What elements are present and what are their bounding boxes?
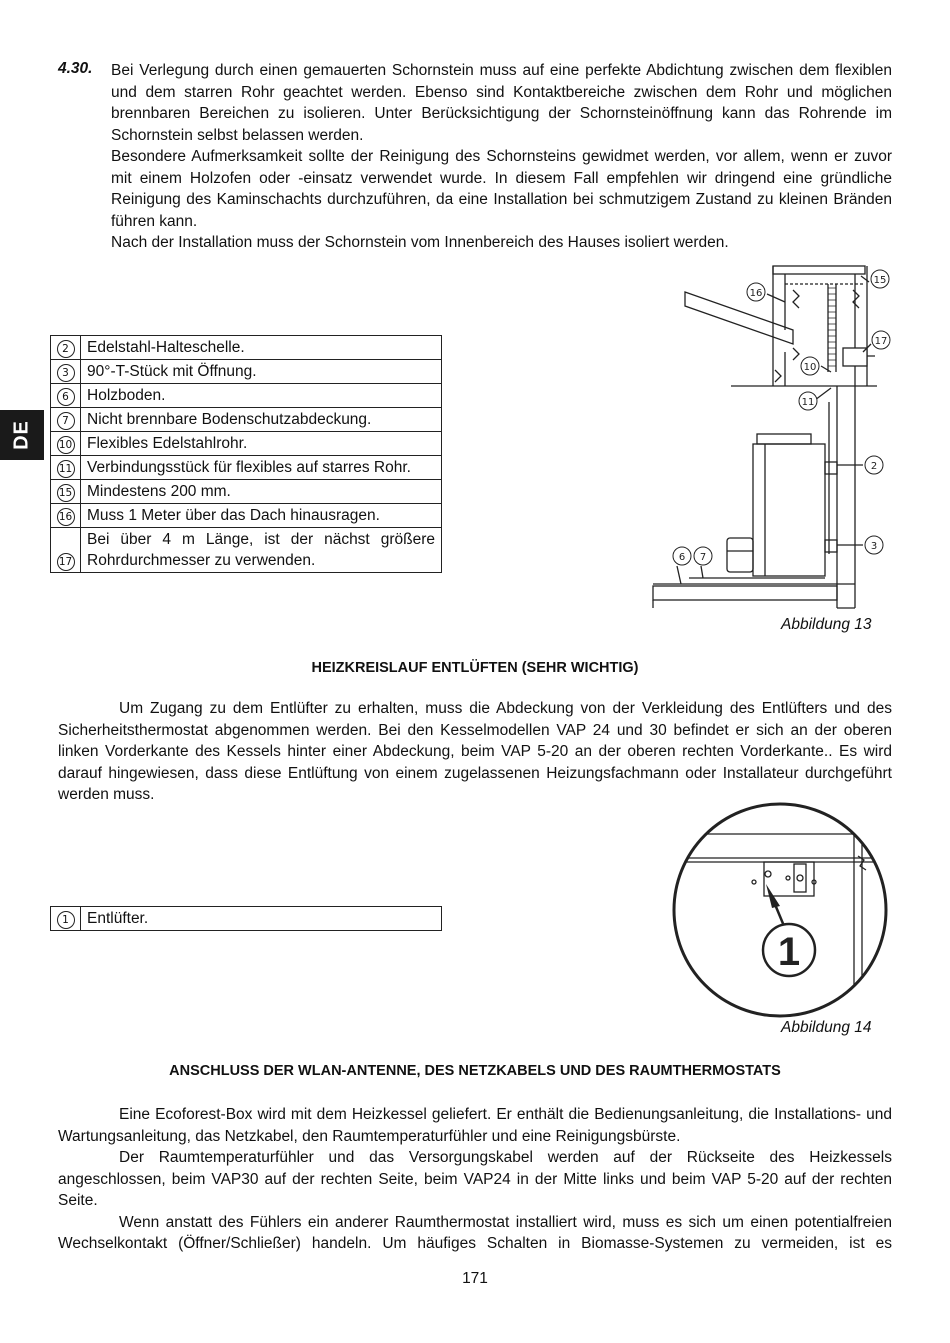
legend-key-cell [51, 528, 81, 573]
svg-text:6: 6 [678, 552, 686, 563]
section-paragraph-2: Besondere Aufmerksamkeit sollte der Reinigung des Schornsteins gewidmet werden, vor allem, wenn er zuvor mit einem Holzofen oder -einsatz verwendet wurde. In diesem Fall empfehlen wir dringend eine gründliche Reinigung des Kaminschachts durchzuführen, da eine Installation bei schmutzigem Zustand zu kleinen Bränden führen kann. [111, 148, 892, 230]
legend-key: 15 [57, 484, 75, 502]
legend-key-cell [51, 480, 81, 504]
legend-label: Bei über 4 m Länge, ist der nächst größere Rohrdurchmesser zu verwenden. [81, 528, 442, 573]
figure-13-caption: Abbildung 13 [781, 616, 872, 633]
callout-16 [747, 283, 765, 301]
legend-table-figure-13 [50, 335, 442, 573]
legend-key: 10 [57, 436, 75, 454]
svg-text:11: 11 [801, 397, 815, 408]
svg-text:3: 3 [870, 541, 878, 552]
box-paragraph: Eine Ecoforest-Box wird mit dem Heizkessel geliefert. Er enthält die Bedienungsanleitung, die Installations- und Wartungsanleitung, das Netzkabel, den Raumtemperaturfühler und eine Reinigungsbürste. [58, 1106, 892, 1145]
legend-key-cell [51, 336, 81, 360]
legend-key-cell [51, 432, 81, 456]
section-paragraph-1: Bei Verlegung durch einen gemauerten Schornstein muss auf eine perfekte Abdichtung zwischen dem flexiblen und dem starren Rohr geachtet werden. Ebenso sind Kontaktbereiche zwischen dem Rohr und möglichen brennbaren Bereichen zu isolieren. Unter Berücksichtigung der Schornsteinöffnung kann das Rohrende im Schornstein selbst belassen werden. [111, 62, 892, 144]
legend-row [51, 384, 442, 408]
callout-3 [865, 536, 883, 554]
language-tab-label: DE [10, 420, 33, 450]
callout-2 [865, 456, 883, 474]
svg-text:7: 7 [699, 552, 707, 563]
callout-10 [801, 357, 819, 375]
callout-11 [799, 392, 817, 410]
legend-key: 1 [57, 911, 75, 929]
language-tab [0, 410, 44, 460]
bleed-paragraph: Um Zugang zu dem Entlüfter zu erhalten, muss die Abdeckung von der Verkleidung des Entlüfters und des Sicherheitsthermostat abgenommen werden. Bei den Kesselmodellen VAP 24 und 30 befindet er sich an der oberen linken Vorderkante des Kessels hinter einer Abdeckung, beim VAP 5-20 an der oberen rechten Vorderkante.. Es wird darauf hingewiesen, dass diese Entlüftung von einem zugelassenen Heizungsfachmann oder Installateur durchgeführt werden muss. [58, 700, 892, 803]
callout-1-large-label: 1 [777, 930, 801, 974]
legend-key-cell [51, 408, 81, 432]
legend-key: 2 [57, 340, 75, 358]
legend-key: 6 [57, 388, 75, 406]
figure-14-caption: Abbildung 14 [781, 1019, 872, 1036]
section-paragraph-3: Nach der Installation muss der Schornstein vom Innenbereich des Hauses isoliert werden. [111, 234, 729, 251]
legend-table-figure-14 [50, 906, 442, 931]
svg-text:2: 2 [870, 461, 878, 472]
roof-slab [685, 292, 793, 344]
legend-row [51, 907, 442, 931]
callout-6 [673, 547, 691, 565]
legend-key: 11 [57, 460, 75, 478]
legend-key: 17 [57, 553, 75, 571]
legend-row [51, 456, 442, 480]
sensor-paragraph: Der Raumtemperaturfühler und das Versorgungskabel werden auf der Rückseite des Heizkessels angeschlossen, beim VAP30 auf der rechten Seite, beim VAP24 in der Mitte links und beim VAP 5-20 auf der rechten Seite. [58, 1149, 892, 1209]
callout-1-large [763, 924, 815, 976]
legend-label: Flexibles Edelstahlrohr. [81, 432, 442, 456]
legend-label: Nicht brennbare Bodenschutzabdeckung. [81, 408, 442, 432]
legend-label: Entlüfter. [81, 907, 442, 931]
legend-row [51, 336, 442, 360]
callout-17 [872, 331, 890, 349]
flexible-pipe [828, 284, 836, 372]
svg-text:17: 17 [874, 336, 888, 347]
legend-key-cell [51, 504, 81, 528]
callout-15 [871, 270, 889, 288]
legend-row [51, 504, 442, 528]
section-text [111, 60, 892, 254]
figure-13-chimney-diagram [645, 262, 895, 614]
figure-14-vent-detail [668, 798, 893, 1023]
legend-label: Verbindungsstück für flexibles auf starres Rohr. [81, 456, 442, 480]
legend-key-cell [51, 360, 81, 384]
legend-row [51, 360, 442, 384]
connection-text [58, 1104, 892, 1255]
legend-row [51, 480, 442, 504]
section-number: 4.30. [58, 60, 93, 77]
legend-key-cell [51, 384, 81, 408]
legend-key: 3 [57, 364, 75, 382]
page-number: 171 [462, 1270, 488, 1287]
figure-13-callouts [673, 270, 890, 565]
chimney-cap [773, 266, 865, 274]
boiler-body [753, 444, 825, 576]
legend-label: Holzboden. [81, 384, 442, 408]
legend-label: Edelstahl-Halteschelle. [81, 336, 442, 360]
legend-label: 90°-T-Stück mit Öffnung. [81, 360, 442, 384]
heading-bleed-circuit: HEIZKREISLAUF ENTLÜFTEN (SEHR WICHTIG) [311, 660, 639, 676]
legend-key-cell [51, 456, 81, 480]
legend-key-cell [51, 907, 81, 931]
legend-label: Muss 1 Meter über das Dach hinausragen. [81, 504, 442, 528]
legend-key: 7 [57, 412, 75, 430]
svg-text:15: 15 [873, 275, 887, 286]
legend-row [51, 432, 442, 456]
heading-wlan-connection: ANSCHLUSS DER WLAN-ANTENNE, DES NETZKABELS UND DES RAUMTHERMOSTATS [169, 1063, 781, 1079]
legend-key: 16 [57, 508, 75, 526]
svg-text:10: 10 [803, 362, 817, 373]
callout-7 [694, 547, 712, 565]
legend-label: Mindestens 200 mm. [81, 480, 442, 504]
legend-row [51, 408, 442, 432]
legend-row [51, 528, 442, 573]
thermostat-paragraph: Wenn anstatt des Fühlers ein anderer Raumthermostat installiert wird, muss es sich um einen potentialfreien Wechselkontakt (Öffner/Schließer) handeln. Um häufiges Schalten in Biomasse-Systemen zu vermeiden, ist es [58, 1213, 892, 1252]
svg-text:16: 16 [749, 288, 763, 299]
